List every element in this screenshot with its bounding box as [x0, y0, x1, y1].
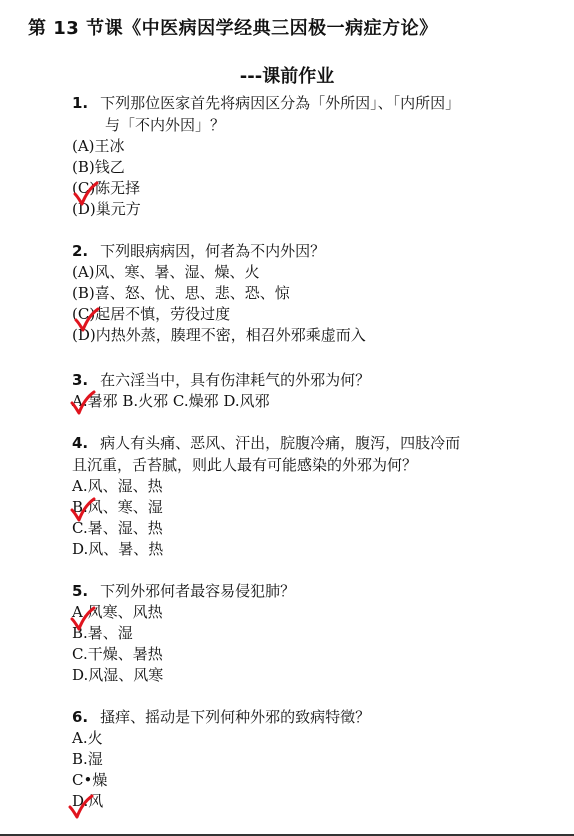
option-b: (B)喜、怒、忧、思、悲、恐、惊 — [72, 284, 290, 302]
option-d: (D)巢元方 — [72, 200, 141, 218]
question-number: 1. — [72, 94, 89, 112]
page-subtitle: ---课前作业 — [239, 66, 335, 87]
question-number: 2. — [72, 242, 89, 260]
question-number: 6. — [72, 708, 89, 726]
question-stem — [72, 92, 572, 114]
question-stem — [72, 240, 572, 262]
stem-text-line1: 下列那位医家首先将病因区分為「外所因」、「内所因」 — [100, 94, 461, 112]
red-checkmark-icon — [70, 390, 96, 416]
question-stem — [72, 706, 572, 728]
stem-text-line1: 在六淫当中，具有伤津耗气的外邪为何？ — [100, 371, 371, 389]
question-1 — [72, 92, 572, 220]
option-line: A.暑邪 B.火邪 C.燥邪 D.风邪 — [72, 392, 270, 410]
option-a: (A)王冰 — [72, 137, 125, 155]
stem-text-line2: 且沉重，舌苔腻，则此人最有可能感染的外邪为何？ — [72, 456, 418, 474]
option-d: D.风 — [72, 792, 104, 810]
option-a: A.火 — [72, 729, 103, 747]
option-c: (C)陈无择 — [72, 179, 141, 197]
stem-text-line1: 下列外邪何者最容易侵犯肺？ — [100, 582, 296, 600]
question-4 — [72, 432, 572, 560]
stem-text-line1: 病人有头痛、恶风、汗出，脘腹冷痛，腹泻，四肢冷而 — [100, 434, 461, 452]
stem-text-line2: 与「不内外因」？ — [105, 116, 226, 134]
option-c: C.干燥、暑热 — [72, 645, 163, 663]
question-number: 4. — [72, 434, 89, 452]
stem-text-line1: 搔痒、摇动是下列何种外邪的致病特徵？ — [100, 708, 371, 726]
question-number: 3. — [72, 371, 89, 389]
option-b: B.暑、湿 — [72, 624, 133, 642]
red-checkmark-icon — [73, 181, 99, 207]
option-c: C.暑、湿、热 — [72, 519, 163, 537]
question-stem — [72, 432, 572, 454]
question-6 — [72, 706, 572, 812]
option-d: (D)内热外蒸，腠理不密，相召外邪乘虚而入 — [72, 326, 366, 344]
question-5 — [72, 580, 572, 686]
red-checkmark-icon — [68, 794, 94, 820]
option-a: A.风寒、风热 — [72, 603, 163, 621]
page-title: 第 13 节课《中医病因学经典三因极一病症方论》 — [28, 18, 438, 39]
option-a: (A)风、寒、暑、湿、燥、火 — [72, 263, 260, 281]
red-checkmark-icon — [74, 307, 100, 333]
question-stem — [72, 580, 572, 602]
option-b: (B)钱乙 — [72, 158, 125, 176]
option-c: C•燥 — [72, 771, 108, 789]
stem-text-line1: 下列眼病病因，何者為不内外因？ — [100, 242, 326, 260]
option-d: D.风湿、风寒 — [72, 666, 164, 684]
question-2 — [72, 240, 572, 346]
option-c: (C)起居不慎，劳役过度 — [72, 305, 231, 323]
question-stem — [72, 369, 572, 391]
red-checkmark-icon — [70, 497, 96, 523]
option-b: B.湿 — [72, 750, 103, 768]
option-a: A.风、湿、热 — [72, 477, 163, 495]
option-d: D.风、暑、热 — [72, 540, 164, 558]
red-checkmark-icon — [70, 606, 96, 632]
question-number: 5. — [72, 582, 89, 600]
option-b: B.风、寒、湿 — [72, 498, 163, 516]
question-3 — [72, 369, 572, 412]
